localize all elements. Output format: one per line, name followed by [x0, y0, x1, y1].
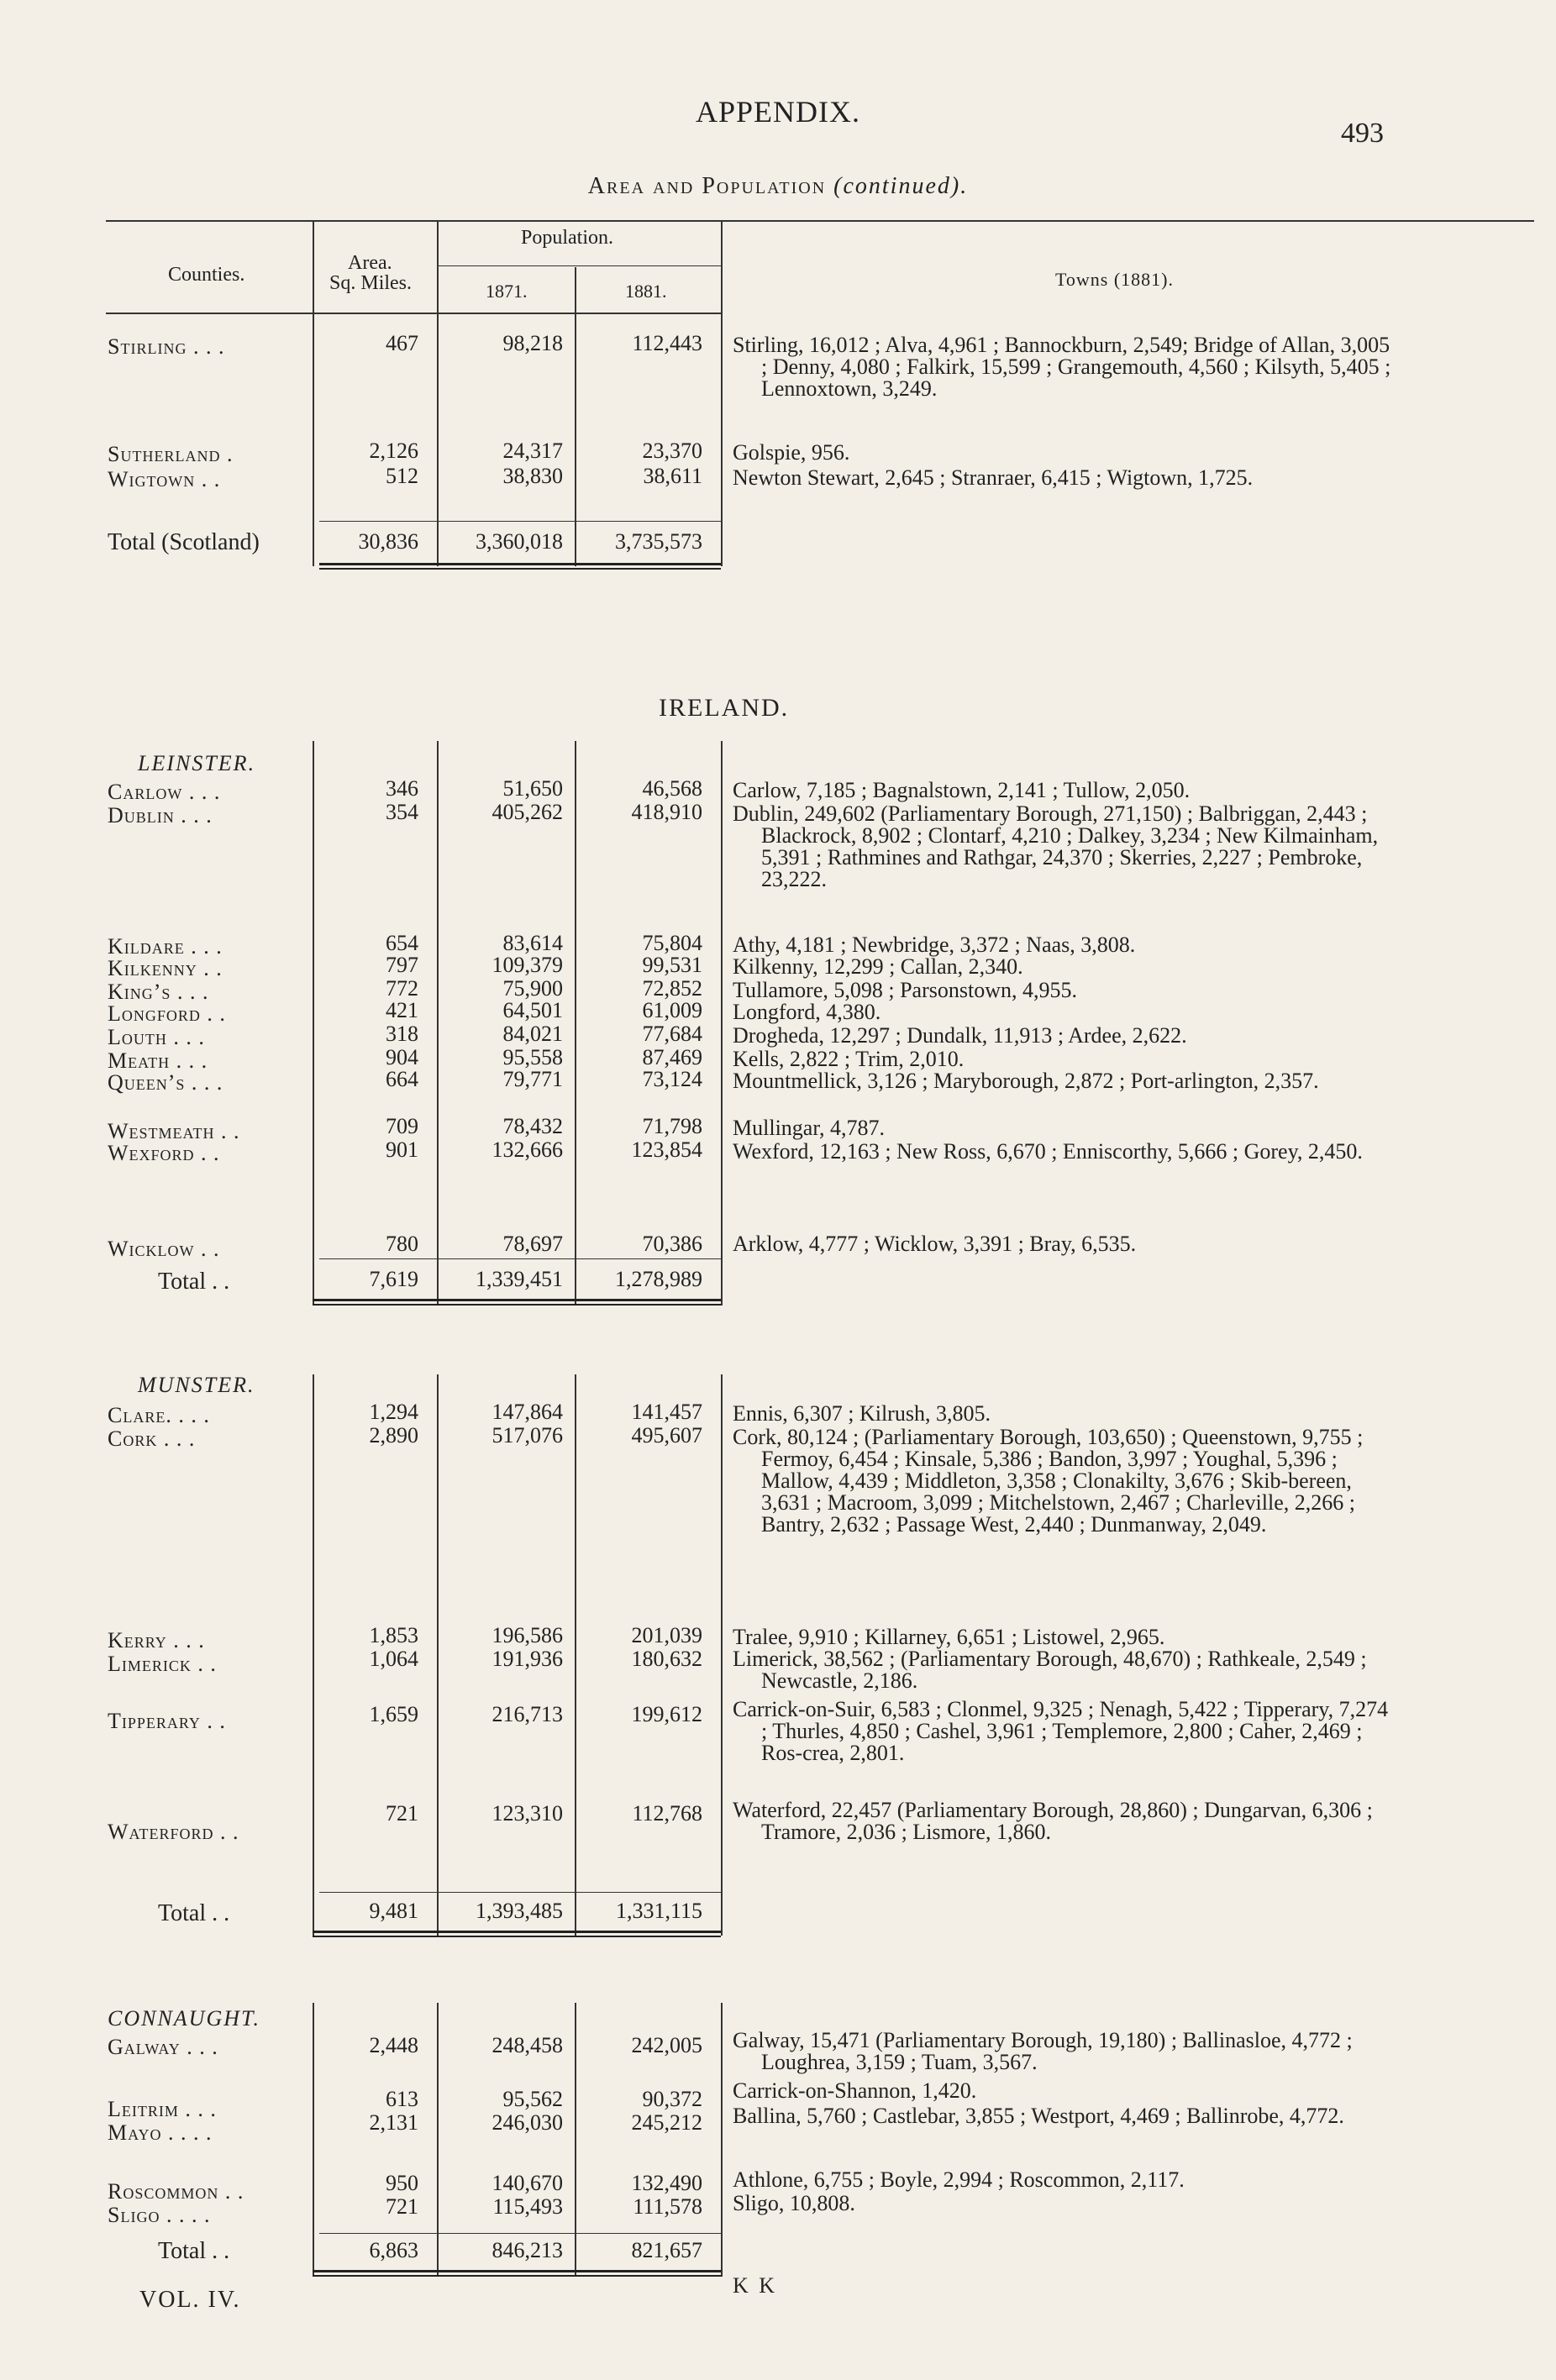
county-cork: Cork . . . — [108, 1426, 196, 1451]
area-roscommon: 950 — [386, 2171, 418, 2195]
area-clare: 1,294 — [369, 1400, 418, 1424]
col-header-towns: Towns (1881). — [1055, 269, 1175, 290]
table-title — [0, 173, 1556, 200]
area-kerry: 1,853 — [369, 1623, 418, 1647]
towns-roscommon: Athlone, 6,755 ; Boyle, 2,994 ; Roscommon, 2,117. — [733, 2167, 1185, 2192]
county-dublin: Dublin . . . — [108, 803, 213, 827]
pop1871-leitrim: 95,562 — [502, 2087, 563, 2111]
pop1881-cork: 495,607 — [631, 1423, 702, 1447]
pop1881-kildare: 75,804 — [642, 931, 702, 955]
header-bottom-rule — [106, 313, 721, 314]
leinster-rule-c — [575, 741, 576, 1306]
connaught-rule-b — [437, 2003, 439, 2277]
munster-rule-c — [575, 1374, 576, 1936]
pop1871-clare: 147,864 — [492, 1400, 563, 1424]
munster-rule-b — [437, 1374, 439, 1936]
county-tipperary: Tipperary . . — [108, 1709, 226, 1733]
pop1871-sligo: 115,493 — [492, 2194, 563, 2219]
pop1871-sutherland: 24,317 — [502, 439, 563, 463]
total-scotland-1871: 3,360,018 — [476, 529, 563, 554]
pop1881-westmeath: 71,798 — [642, 1114, 702, 1138]
towns-sligo: Sligo, 10,808. — [733, 2191, 855, 2215]
pop1871-wicklow: 78,697 — [502, 1232, 563, 1256]
total-munster-1871: 1,393,485 — [476, 1899, 563, 1923]
towns-waterford: Waterford, 22,457 (Parliamentary Borough, 28,860) ; Dungarvan, 6,306 ; Tramore, 2,036 ; Lismore, 1,860. — [733, 1798, 1373, 1844]
area-kings: 772 — [386, 976, 418, 1001]
county-wicklow: Wicklow . . — [108, 1237, 220, 1261]
munster-rule-d — [721, 1374, 723, 1936]
pop1871-waterford: 123,310 — [492, 1801, 563, 1826]
total-munster-1881: 1,331,115 — [615, 1899, 702, 1923]
pop1871-kings: 75,900 — [502, 976, 563, 1001]
total-leinster-area: 7,619 — [369, 1267, 418, 1291]
pop1881-dublin: 418,910 — [631, 800, 702, 824]
pop1871-carlow: 51,650 — [502, 776, 563, 801]
col-rule-b — [437, 220, 439, 566]
towns-carlow: Carlow, 7,185 ; Bagnalstown, 2,141 ; Tullow, 2,050. — [733, 778, 1191, 802]
towns-galway: Galway, 15,471 (Parliamentary Borough, 19,180) ; Ballinasloe, 4,772 ; Loughrea, 3,159 ; Tuam, 3,567. — [733, 2028, 1353, 2074]
pop1881-clare: 141,457 — [631, 1400, 702, 1424]
towns-wexford: Wexford, 12,163 ; New Ross, 6,670 ; Enniscorthy, 5,666 ; Gorey, 2,450. — [733, 1139, 1363, 1164]
pop1871-wexford: 132,666 — [492, 1137, 563, 1162]
county-clare: Clare. . . . — [108, 1403, 210, 1427]
area-carlow: 346 — [386, 776, 418, 801]
county-kildare: Kildare . . . — [108, 934, 223, 959]
pop1871-mayo: 246,030 — [492, 2110, 563, 2135]
pop1871-dublin: 405,262 — [492, 800, 563, 824]
pop1871-wigtown: 38,830 — [502, 464, 563, 488]
connaught-total-rule — [319, 2233, 721, 2234]
county-mayo: Mayo . . . . — [108, 2120, 213, 2145]
county-wexford: Wexford . . — [108, 1141, 220, 1165]
towns-limerick: Limerick, 38,562 ; (Parliamentary Borough, 48,670) ; Rathkeale, 2,549 ; Newcastle, 2,186. — [733, 1647, 1367, 1693]
pop1871-longford: 64,501 — [502, 998, 563, 1022]
area-tipperary: 1,659 — [369, 1702, 418, 1726]
leinster-rule-b — [437, 741, 439, 1306]
pop1881-wicklow: 70,386 — [642, 1232, 702, 1256]
pop1881-limerick: 180,632 — [631, 1647, 702, 1671]
total-connaught-1871: 846,213 — [492, 2238, 563, 2262]
pop1871-kilkenny: 109,379 — [492, 953, 563, 977]
area-limerick: 1,064 — [369, 1647, 418, 1671]
towns-kilkenny: Kilkenny, 12,299 ; Callan, 2,340. — [733, 954, 1023, 979]
pop1881-kerry: 201,039 — [631, 1623, 702, 1647]
col-header-1871: 1871. — [486, 281, 528, 302]
scotland-total-rule — [319, 521, 721, 522]
area-meath: 904 — [386, 1045, 418, 1069]
pop1881-leitrim: 90,372 — [642, 2087, 702, 2111]
area-dublin: 354 — [386, 800, 418, 824]
pop1881-wexford: 123,854 — [631, 1137, 702, 1162]
total-munster-label: Total . . — [158, 1900, 230, 1926]
pop1881-meath: 87,469 — [642, 1045, 702, 1069]
col-header-1881: 1881. — [625, 281, 667, 302]
area-sligo: 721 — [386, 2194, 418, 2219]
county-stirling: Stirling . . . — [108, 334, 225, 359]
province-munster: MUNSTER. — [138, 1373, 255, 1397]
leinster-total-rule — [319, 1258, 721, 1259]
towns-queens: Mountmellick, 3,126 ; Maryborough, 2,872 ; Port-arlington, 2,357. — [733, 1069, 1319, 1093]
area-mayo: 2,131 — [369, 2110, 418, 2135]
connaught-double-rule — [313, 2270, 721, 2277]
total-connaught-area: 6,863 — [369, 2238, 418, 2262]
area-leitrim: 613 — [386, 2087, 418, 2111]
towns-louth: Drogheda, 12,297 ; Dundalk, 11,913 ; Ardee, 2,622. — [733, 1023, 1187, 1048]
pop1871-queens: 79,771 — [502, 1067, 563, 1091]
county-longford: Longford . . — [108, 1001, 226, 1026]
province-connaught: CONNAUGHT. — [108, 2006, 261, 2031]
county-kerry: Kerry . . . — [108, 1628, 205, 1652]
county-carlow: Carlow . . . — [108, 780, 221, 804]
pop1881-stirling: 112,443 — [632, 331, 702, 355]
county-meath: Meath . . . — [108, 1048, 208, 1073]
county-roscommon: Roscommon . . — [108, 2179, 244, 2204]
pop1871-meath: 95,558 — [502, 1045, 563, 1069]
towns-westmeath: Mullingar, 4,787. — [733, 1116, 885, 1140]
ireland-heading: IRELAND. — [659, 694, 790, 722]
area-kilkenny: 797 — [386, 953, 418, 977]
pop1881-longford: 61,009 — [642, 998, 702, 1022]
area-wexford: 901 — [386, 1137, 418, 1162]
total-connaught-1881: 821,657 — [631, 2238, 702, 2262]
total-munster-area: 9,481 — [369, 1899, 418, 1923]
pop1871-limerick: 191,936 — [492, 1647, 563, 1671]
connaught-rule-c — [575, 2003, 576, 2277]
county-sligo: Sligo . . . . — [108, 2203, 211, 2227]
towns-sutherland: Golspie, 956. — [733, 440, 850, 465]
table-title-main: Area and Population — [587, 173, 827, 199]
page-number: 493 — [1341, 118, 1384, 149]
pop1881-queens: 73,124 — [642, 1067, 702, 1091]
area-wigtown: 512 — [386, 464, 418, 488]
col-header-population: Population. — [521, 227, 614, 249]
pop1881-sutherland: 23,370 — [642, 439, 702, 463]
pop1881-tipperary: 199,612 — [631, 1702, 702, 1726]
running-title: APPENDIX. — [695, 95, 860, 129]
county-kilkenny: Kilkenny . . — [108, 956, 223, 980]
towns-tipperary: Carrick-on-Suir, 6,583 ; Clonmel, 9,325 ; Nenagh, 5,422 ; Tipperary, 7,274 ; Thurles, 4,850 ; Cashel, 3,961 ; Templemore, 2,800 ; Caher, 2,469 ; Ros-crea, 2,801. — [733, 1697, 1389, 1765]
pop1881-waterford: 112,768 — [632, 1801, 702, 1826]
leinster-rule-d — [721, 741, 723, 1306]
munster-rule-a — [313, 1374, 314, 1936]
col-header-area-unit: Sq. Miles. — [329, 272, 413, 294]
county-sutherland: Sutherland . — [108, 442, 234, 466]
county-louth: Louth . . . — [108, 1025, 205, 1049]
area-queens: 664 — [386, 1067, 418, 1091]
county-queens: Queen’s . . . — [108, 1070, 223, 1095]
total-leinster-1871: 1,339,451 — [476, 1267, 563, 1291]
pop1881-galway: 242,005 — [631, 2033, 702, 2057]
towns-leitrim: Carrick-on-Shannon, 1,420. — [733, 2078, 977, 2103]
towns-kings: Tullamore, 5,098 ; Parsonstown, 4,955. — [733, 978, 1077, 1002]
towns-dublin: Dublin, 249,602 (Parliamentary Borough, 271,150) ; Balbriggan, 2,443 ; Blackrock, 8,902 ; Clontarf, 4,210 ; Dalkey, 3,234 ; New Kilmainham, 5,391 ; Rathmines and Rathgar, 24,370 ; Skerries, 2,227 ; Pembroke, 23,222. — [733, 801, 1379, 891]
area-waterford: 721 — [386, 1801, 418, 1826]
county-waterford: Waterford . . — [108, 1820, 239, 1844]
pop1881-wigtown: 38,611 — [643, 464, 702, 488]
county-westmeath: Westmeath . . — [108, 1119, 240, 1143]
county-limerick: Limerick . . — [108, 1652, 217, 1676]
towns-wicklow: Arklow, 4,777 ; Wicklow, 3,391 ; Bray, 6,535. — [733, 1232, 1137, 1256]
county-leitrim: Leitrim . . . — [108, 2097, 217, 2121]
county-kings: King’s . . . — [108, 980, 209, 1004]
pop1871-tipperary: 216,713 — [492, 1702, 563, 1726]
towns-kildare: Athy, 4,181 ; Newbridge, 3,372 ; Naas, 3,808. — [733, 933, 1136, 957]
towns-wigtown: Newton Stewart, 2,645 ; Stranraer, 6,415 ; Wigtown, 1,725. — [733, 465, 1254, 490]
col-rule-d — [721, 220, 723, 566]
col-header-counties: Counties. — [168, 264, 245, 286]
pop1871-louth: 84,021 — [502, 1022, 563, 1046]
county-galway: Galway . . . — [108, 2035, 218, 2059]
col-rule-a — [313, 220, 314, 566]
area-kildare: 654 — [386, 931, 418, 955]
total-scotland-area: 30,836 — [358, 529, 418, 554]
header-top-rule — [106, 220, 1534, 222]
pop1871-stirling: 98,218 — [502, 331, 563, 355]
munster-total-rule — [319, 1892, 721, 1893]
total-leinster-1881: 1,278,989 — [615, 1267, 702, 1291]
area-cork: 2,890 — [369, 1423, 418, 1447]
pop1881-mayo: 245,212 — [631, 2110, 702, 2135]
scotland-double-rule — [319, 563, 721, 570]
pop1881-kings: 72,852 — [642, 976, 702, 1001]
pop1881-louth: 77,684 — [642, 1022, 702, 1046]
pop-subheader-rule — [437, 265, 721, 266]
pop1871-westmeath: 78,432 — [502, 1114, 563, 1138]
connaught-rule-d — [721, 2003, 723, 2277]
towns-meath: Kells, 2,822 ; Trim, 2,010. — [733, 1047, 965, 1071]
munster-double-rule — [313, 1931, 721, 1937]
leinster-rule-a — [313, 741, 314, 1306]
area-wicklow: 780 — [386, 1232, 418, 1256]
pop1881-kilkenny: 99,531 — [642, 953, 702, 977]
pop1881-roscommon: 132,490 — [631, 2171, 702, 2195]
towns-cork: Cork, 80,124 ; (Parliamentary Borough, 103,650) ; Queenstown, 9,755 ; Fermoy, 6,454 ; Kinsale, 5,386 ; Bandon, 3,997 ; Youghal, 5,396 ; Mallow, 4,439 ; Middleton, 3,358 ; Clonakilty, 3,676 ; Skib-bereen, 3,631 ; Macroom, 3,099 ; Mitchelstown, 2,467 ; Charleville, 2,266 ; Bantry, 2,632 ; Passage West, 2,440 ; Dunmanway, 2,049. — [733, 1425, 1364, 1537]
total-scotland-label: Total (Scotland) — [108, 529, 260, 555]
col-header-area: Area. — [348, 252, 392, 274]
pop1871-roscommon: 140,670 — [492, 2171, 563, 2195]
volume-label: VOL. IV. — [139, 2287, 241, 2313]
pop1871-galway: 248,458 — [492, 2033, 563, 2057]
area-louth: 318 — [386, 1022, 418, 1046]
towns-kerry: Tralee, 9,910 ; Killarney, 6,651 ; Listowel, 2,965. — [733, 1625, 1165, 1649]
area-longford: 421 — [386, 998, 418, 1022]
towns-clare: Ennis, 6,307 ; Kilrush, 3,805. — [733, 1401, 991, 1426]
total-connaught-label: Total . . — [158, 2238, 230, 2264]
connaught-rule-a — [313, 2003, 314, 2277]
pop1871-kerry: 196,586 — [492, 1623, 563, 1647]
total-scotland-1881: 3,735,573 — [615, 529, 702, 554]
pop1871-kildare: 83,614 — [502, 931, 563, 955]
pop1881-sligo: 111,578 — [633, 2194, 702, 2219]
county-wigtown: Wigtown . . — [108, 467, 221, 491]
towns-mayo: Ballina, 5,760 ; Castlebar, 3,855 ; Westport, 4,469 ; Ballinrobe, 4,772. — [733, 2104, 1344, 2128]
area-galway: 2,448 — [369, 2033, 418, 2057]
leinster-double-rule — [313, 1299, 721, 1306]
total-leinster-label: Total . . — [158, 1269, 230, 1295]
area-westmeath: 709 — [386, 1114, 418, 1138]
province-leinster: LEINSTER. — [138, 751, 256, 775]
signature-mark: K K — [733, 2273, 778, 2298]
towns-stirling: Stirling, 16,012 ; Alva, 4,961 ; Bannockburn, 2,549; Bridge of Allan, 3,005 ; Denny, 4,080 ; Falkirk, 15,599 ; Grangemouth, 4,560 ; Kilsyth, 5,405 ; Lennoxtown, 3,249. — [733, 333, 1391, 401]
table-title-continued: (continued). — [833, 173, 969, 199]
pop1881-carlow: 46,568 — [642, 776, 702, 801]
area-sutherland: 2,126 — [369, 439, 418, 463]
towns-longford: Longford, 4,380. — [733, 1000, 881, 1024]
pop1871-cork: 517,076 — [492, 1423, 563, 1447]
area-stirling: 467 — [386, 331, 418, 355]
